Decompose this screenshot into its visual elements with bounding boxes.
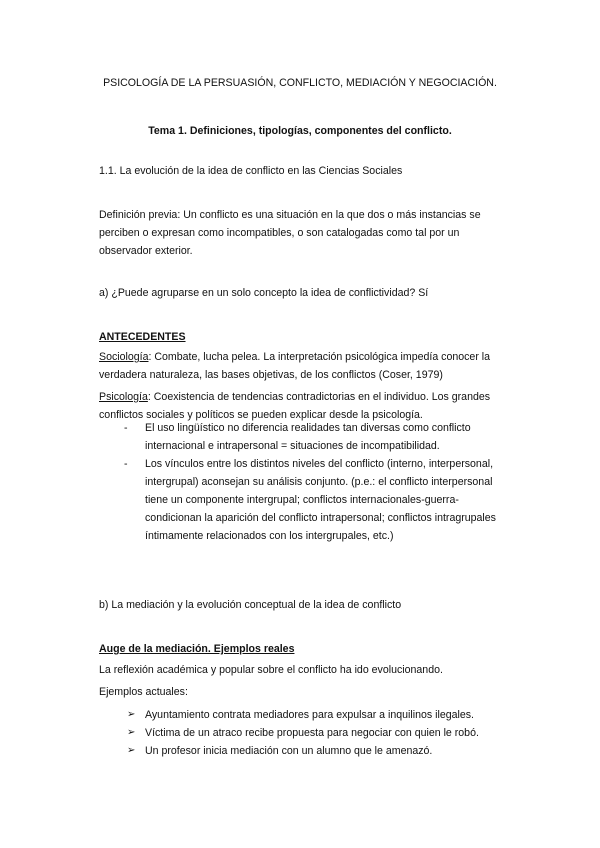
list-item-text: El uso lingüístico no diferencia realidades tan diversas como conflicto internacional e intrapersonal = situaciones de incompatibilidad.	[145, 422, 471, 452]
definition-paragraph: Definición previa: Un conflicto es una situación en la que dos o más instancias se perciben o expresan como incompatibles, o son catalogadas como tal por un observador exterior.	[99, 209, 481, 257]
ejemplos-label: Ejemplos actuales:	[99, 686, 188, 698]
list-item	[99, 724, 512, 742]
list-item	[99, 419, 510, 455]
auge-heading: Auge de la mediación. Ejemplos reales	[99, 643, 295, 655]
list-item-text: Los vínculos entre los distintos niveles del conflicto (interno, interpersonal, intergrupal) aconsejan su análisis conjunto. (p.e.: el conflicto interpersonal tiene un componente intergrupal; conflictos internacionales-guerra-condicionan la aparición del conflicto intrapersonal; conflictos intragrupales íntimamente relacionados con los intergrupales, etc.)	[145, 458, 496, 542]
sociologia-paragraph	[99, 348, 512, 384]
list-item-text: Ayuntamiento contrata mediadores para expulsar a inquilinos ilegales.	[145, 709, 474, 721]
sociologia-text: : Combate, lucha pelea. La interpretación psicológica impedía conocer la verdadera naturaleza, las bases objetivas, de los conflictos (Coser, 1979)	[99, 351, 491, 381]
dash-marker: -	[124, 458, 128, 470]
psicologia-text: : Coexistencia de tendencias contradictorias en el individuo. Los grandes conflictos sociales y políticos se pueden explicar desde la psicología.	[99, 391, 491, 421]
question-b: b) La mediación y la evolución conceptual de la idea de conflicto	[99, 599, 402, 611]
list-item	[99, 742, 512, 760]
arrow-bullet-icon: ➢	[127, 709, 136, 720]
antecedentes-heading: ANTECEDENTES	[99, 331, 186, 343]
document-subtitle: Tema 1. Definiciones, tipologías, componentes del conflicto.	[148, 125, 452, 137]
list-item-text: Un profesor inicia mediación con un alumno que le amenazó.	[145, 745, 433, 757]
dash-list	[99, 419, 510, 545]
arrow-list	[99, 706, 512, 760]
psicologia-term: Psicología	[99, 391, 148, 403]
arrow-bullet-icon: ➢	[127, 727, 136, 738]
list-item	[99, 706, 512, 724]
list-item	[99, 455, 510, 545]
section-heading: 1.1. La evolución de la idea de conflicto en las Ciencias Sociales	[99, 165, 403, 177]
dash-marker: -	[124, 422, 128, 434]
reflexion-paragraph: La reflexión académica y popular sobre el conflicto ha ido evolucionando.	[99, 664, 443, 676]
document-title: PSICOLOGÍA DE LA PERSUASIÓN, CONFLICTO, MEDIACIÓN Y NEGOCIACIÓN.	[103, 77, 497, 89]
arrow-bullet-icon: ➢	[127, 745, 136, 756]
sociologia-term: Sociología	[99, 351, 149, 363]
question-a: a) ¿Puede agruparse en un solo concepto la idea de conflictividad? Sí	[99, 287, 429, 299]
list-item-text: Víctima de un atraco recibe propuesta para negociar con quien le robó.	[145, 727, 479, 739]
